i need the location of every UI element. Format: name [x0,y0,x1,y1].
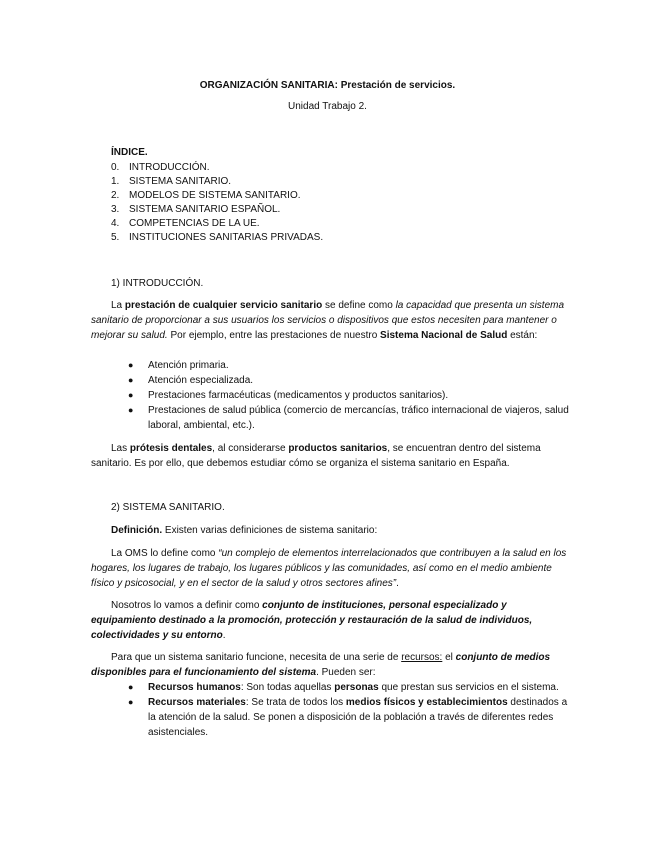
text-run: están: [507,330,538,341]
underlined-term: recursos: [401,652,443,663]
recursos-paragraph [91,650,571,680]
list-item [111,695,571,740]
text-run: : Son todas aquellas [240,682,335,693]
toc-item-label: MODELOS DE SISTEMA SANITARIO. [129,190,301,201]
section-heading-introduccion: 1) INTRODUCCIÓN. [111,278,204,289]
text-run: , se encuentran dentro del sistema sanitario. Es por ello, que debemos estudiar cómo se organiza el sistema sanitario en España. [91,443,541,469]
bullet-icon: ● [128,390,134,400]
list-item-text: Prestaciones farmacéuticas (medicamentos y productos sanitarios). [148,390,449,401]
section-heading-sistema-sanitario: 2) SISTEMA SANITARIO. [111,502,225,513]
text-run: : Se trata de todos los [245,697,346,708]
list-item-text: Atención primaria. [148,360,229,371]
italic-quote: “un complejo de elementos interrelacionados que contribuyen a la salud en los hogares, los lugares de trabajo, los lugares públicos y las comunidades, así como en el medio ambiente físico y psicosocial, y en el sector de la salud y otros sectores afines” [91,548,567,589]
text-run: La OMS lo define como [111,548,219,559]
title-bold: ORGANIZACIÓN SANITARIA [199,80,335,91]
list-item [111,403,571,433]
definicion-propia-paragraph [91,598,571,643]
bullet-icon: ● [128,405,134,415]
text-run: se define como [322,300,396,311]
bold-term: productos sanitarios [288,443,388,454]
toc-item-label: SISTEMA SANITARIO. [129,176,232,187]
bold-term: personas [334,682,379,693]
bullet-icon: ● [128,697,134,707]
text-run: que prestan sus servicios en el sistema. [378,682,559,693]
list-item-text: Prestaciones de salud pública (comercio de mercancías, tráfico internacional de viajeros, salud laboral, ambiental, etc.). [148,405,569,431]
prestaciones-list [111,358,571,433]
document-title [0,78,655,93]
list-item [111,358,571,373]
bold-italic-definition: conjunto de instituciones, personal especializado y equipamiento destinado a la promoción, protección y restauración de la salud de individuos, colectividades y su entorno [91,600,533,641]
text-run: Nosotros lo vamos a definir como [111,600,263,611]
text-run: Las [111,443,130,454]
toc-item-label: INTRODUCCIÓN. [129,162,210,173]
definicion-paragraph [91,523,571,538]
bold-term: prestación de cualquier servicio sanitario [124,300,323,311]
intro-paragraph [91,298,571,343]
toc-item [111,174,231,189]
text-run: el [442,652,456,663]
toc-item [111,216,260,231]
protesis-paragraph [91,441,571,471]
toc-item-number: 0. [111,162,120,173]
list-item [111,388,571,403]
toc-item [111,202,280,217]
toc-item-number: 3. [111,204,120,215]
oms-paragraph [91,546,571,591]
text-run: destinados a la atención de la salud. Se ponen a disposición de la población a través de diferentes redes asistenciales. [148,697,568,738]
bold-term: Recursos materiales [148,697,246,708]
text-run: Existen varias definiciones de sistema sanitario: [162,525,378,536]
toc-heading: ÍNDICE. [111,147,148,158]
toc-item-label: COMPETENCIAS DE LA UE. [129,218,260,229]
bold-term: Definición. [111,525,163,536]
text-run: . [396,578,399,589]
toc-item [111,188,301,203]
text-run: . Pueden ser: [316,667,376,678]
italic-definition: la capacidad que presenta un sistema sanitario de proporcionar a sus usuarios los servicios o dispositivos que estos necesiten para mantener o mejorar su salud. [91,300,565,341]
bold-term: medios físicos y establecimientos [345,697,508,708]
toc-item-label: INSTITUCIONES SANITARIAS PRIVADAS. [129,232,324,243]
toc-item [111,160,210,175]
toc-item [111,230,323,245]
bold-term: prótesis dentales [129,443,213,454]
bullet-icon: ● [128,375,134,385]
text-run: Para que un sistema sanitario funcione, necesita de una serie de [111,652,402,663]
bold-italic-definition: conjunto de medios disponibles para el funcionamiento del sistema [91,652,551,678]
bold-term: Sistema Nacional de Salud [380,330,508,341]
toc-item-number: 2. [111,190,120,201]
toc-item-number: 4. [111,218,120,229]
list-item [111,680,571,695]
title-rest: : Prestación de servicios. [334,80,456,91]
toc-item-label: SISTEMA SANITARIO ESPAÑOL. [129,204,281,215]
bullet-icon: ● [128,682,134,692]
bullet-icon: ● [128,360,134,370]
toc-item-number: 5. [111,232,120,243]
toc-item-number: 1. [111,176,120,187]
document-subtitle: Unidad Trabajo 2. [288,101,367,112]
text-run: La [111,300,125,311]
list-item-text: Atención especializada. [148,375,254,386]
text-run: . [222,630,226,641]
text-run: , al considerarse [212,443,289,454]
recursos-list [111,680,571,740]
text-run: Por ejemplo, entre las prestaciones de nuestro [167,330,381,341]
list-item [111,373,571,388]
bold-term: Recursos humanos [148,682,241,693]
